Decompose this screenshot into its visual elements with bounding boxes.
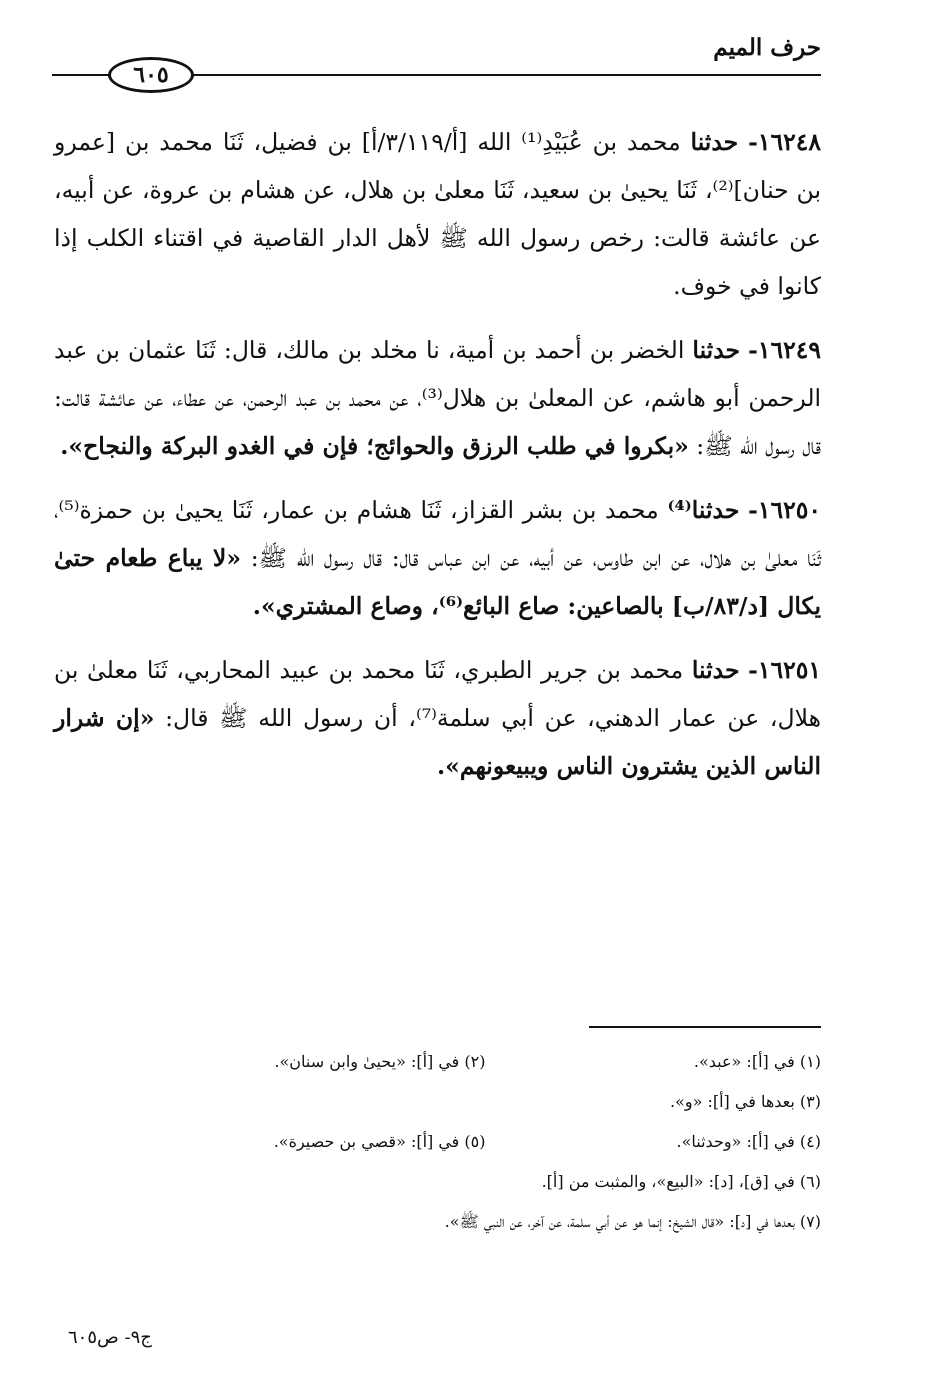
hadith-16251	[54, 646, 821, 790]
hadith-number: ١٦٢٥١-	[748, 656, 821, 684]
hadith-16248	[54, 118, 821, 310]
footnote-1: (١) في [أ]: «عبد».	[693, 1052, 821, 1071]
hadith-text: محمد بن جرير الطبري، ثَنَا محمد بن عبيد المحاربي، ثَنَا معلىٰ بن هلال، عن عمار الدهني، عن أبي سلمة⁽⁷⁾، أن رسول الله ﷺ قال:	[54, 656, 821, 732]
hadith-lead-word: حدثنا	[692, 336, 741, 364]
footnote-3: (٣) بعدها في [أ]: «و».	[669, 1092, 821, 1111]
footnote-row	[150, 1082, 821, 1122]
footnote-6: (٦) في [ق]، [د]: «البيع»، والمثبت من [أ].	[541, 1172, 821, 1191]
hadith-text: محمد بن عُبَيْدِ⁽¹⁾ الله [أ/٣/١١٩/أ] بن فضيل، ثَنَا محمد بن [عمرو بن حنان]⁽²⁾، ثَنَا يحيىٰ بن سعيد، ثَنَا معلىٰ بن هلال، عن هشام بن عروة، عن أبيه، عن عائشة قالت: رخص رسول الله ﷺ لأهل الدار القاصية في اقتناء الكلب إذا كانوا في خوف.	[54, 128, 822, 300]
running-head: حرف الميم	[713, 34, 821, 61]
page-footer: ج٩- ص٦٠٥	[68, 1327, 152, 1348]
hadith-text: الخضر بن أحمد بن أمية، نا مخلد بن مالك، قال: ثَنَا عثمان بن عبد الرحمن أبو هاشم، عن المعلىٰ بن هلال⁽³⁾، عن محمد بن عبد الرحمن، عن عطاء، عن عائشة قالت: قال رسول الله ﷺ:	[54, 336, 822, 460]
footnote-5: (٥) في [أ]: «قصي بن حصيرة».	[273, 1132, 486, 1151]
hadith-16250	[54, 486, 821, 630]
page-number-oval	[108, 57, 194, 93]
hadith-16249	[54, 326, 821, 470]
hadith-lead-word: حدثنا⁽⁴⁾	[667, 496, 740, 524]
footnote-row	[150, 1042, 821, 1082]
footnote-row	[150, 1122, 821, 1162]
hadith-matn: «بكروا في طلب الرزق والحوائج؛ فإن في الغدو البركة والنجاح».	[60, 432, 689, 460]
hadith-number: ١٦٢٤٨-	[748, 128, 821, 156]
footnote-row	[150, 1202, 821, 1242]
hadith-text: محمد بن بشر القزاز، ثَنَا هشام بن عمار، ثَنَا يحيىٰ بن حمزة⁽⁵⁾، ثَنَا معلىٰ بن هلال، عن ابن طاوس، عن أبيه، عن ابن عباس قال: قال رسول الله ﷺ:	[54, 496, 821, 572]
footnotes	[150, 1042, 821, 1242]
hadith-lead-word: حدثنا	[691, 656, 740, 684]
hadith-number: ١٦٢٤٩-	[748, 336, 821, 364]
footnote-4: (٤) في [أ]: «وحدثنا».	[676, 1132, 821, 1151]
footnote-rule	[589, 1026, 821, 1028]
page-number: ٦٠٥	[133, 62, 169, 88]
body-text	[54, 118, 821, 806]
hadith-matn: «إن شرار الناس الذين يشترون الناس ويبيعونهم».	[54, 704, 821, 780]
footnote-2: (٢) في [أ]: «يحيىٰ وابن سنان».	[274, 1052, 486, 1071]
hadith-lead-word: حدثنا	[690, 128, 739, 156]
footnote-row	[150, 1162, 821, 1202]
hadith-matn: «لا يباع طعام حتىٰ يكال [د/٨٣/ب] بالصاعين: صاع البائع⁽⁶⁾، وصاع المشتري».	[54, 544, 821, 620]
footnote-7: (٧) بعدها في [د]: «قال الشيخ: إنما هو عن أبي سلمة، عن آخر، عن النبي ﷺ».	[444, 1212, 821, 1231]
hadith-number: ١٦٢٥٠-	[748, 496, 821, 524]
